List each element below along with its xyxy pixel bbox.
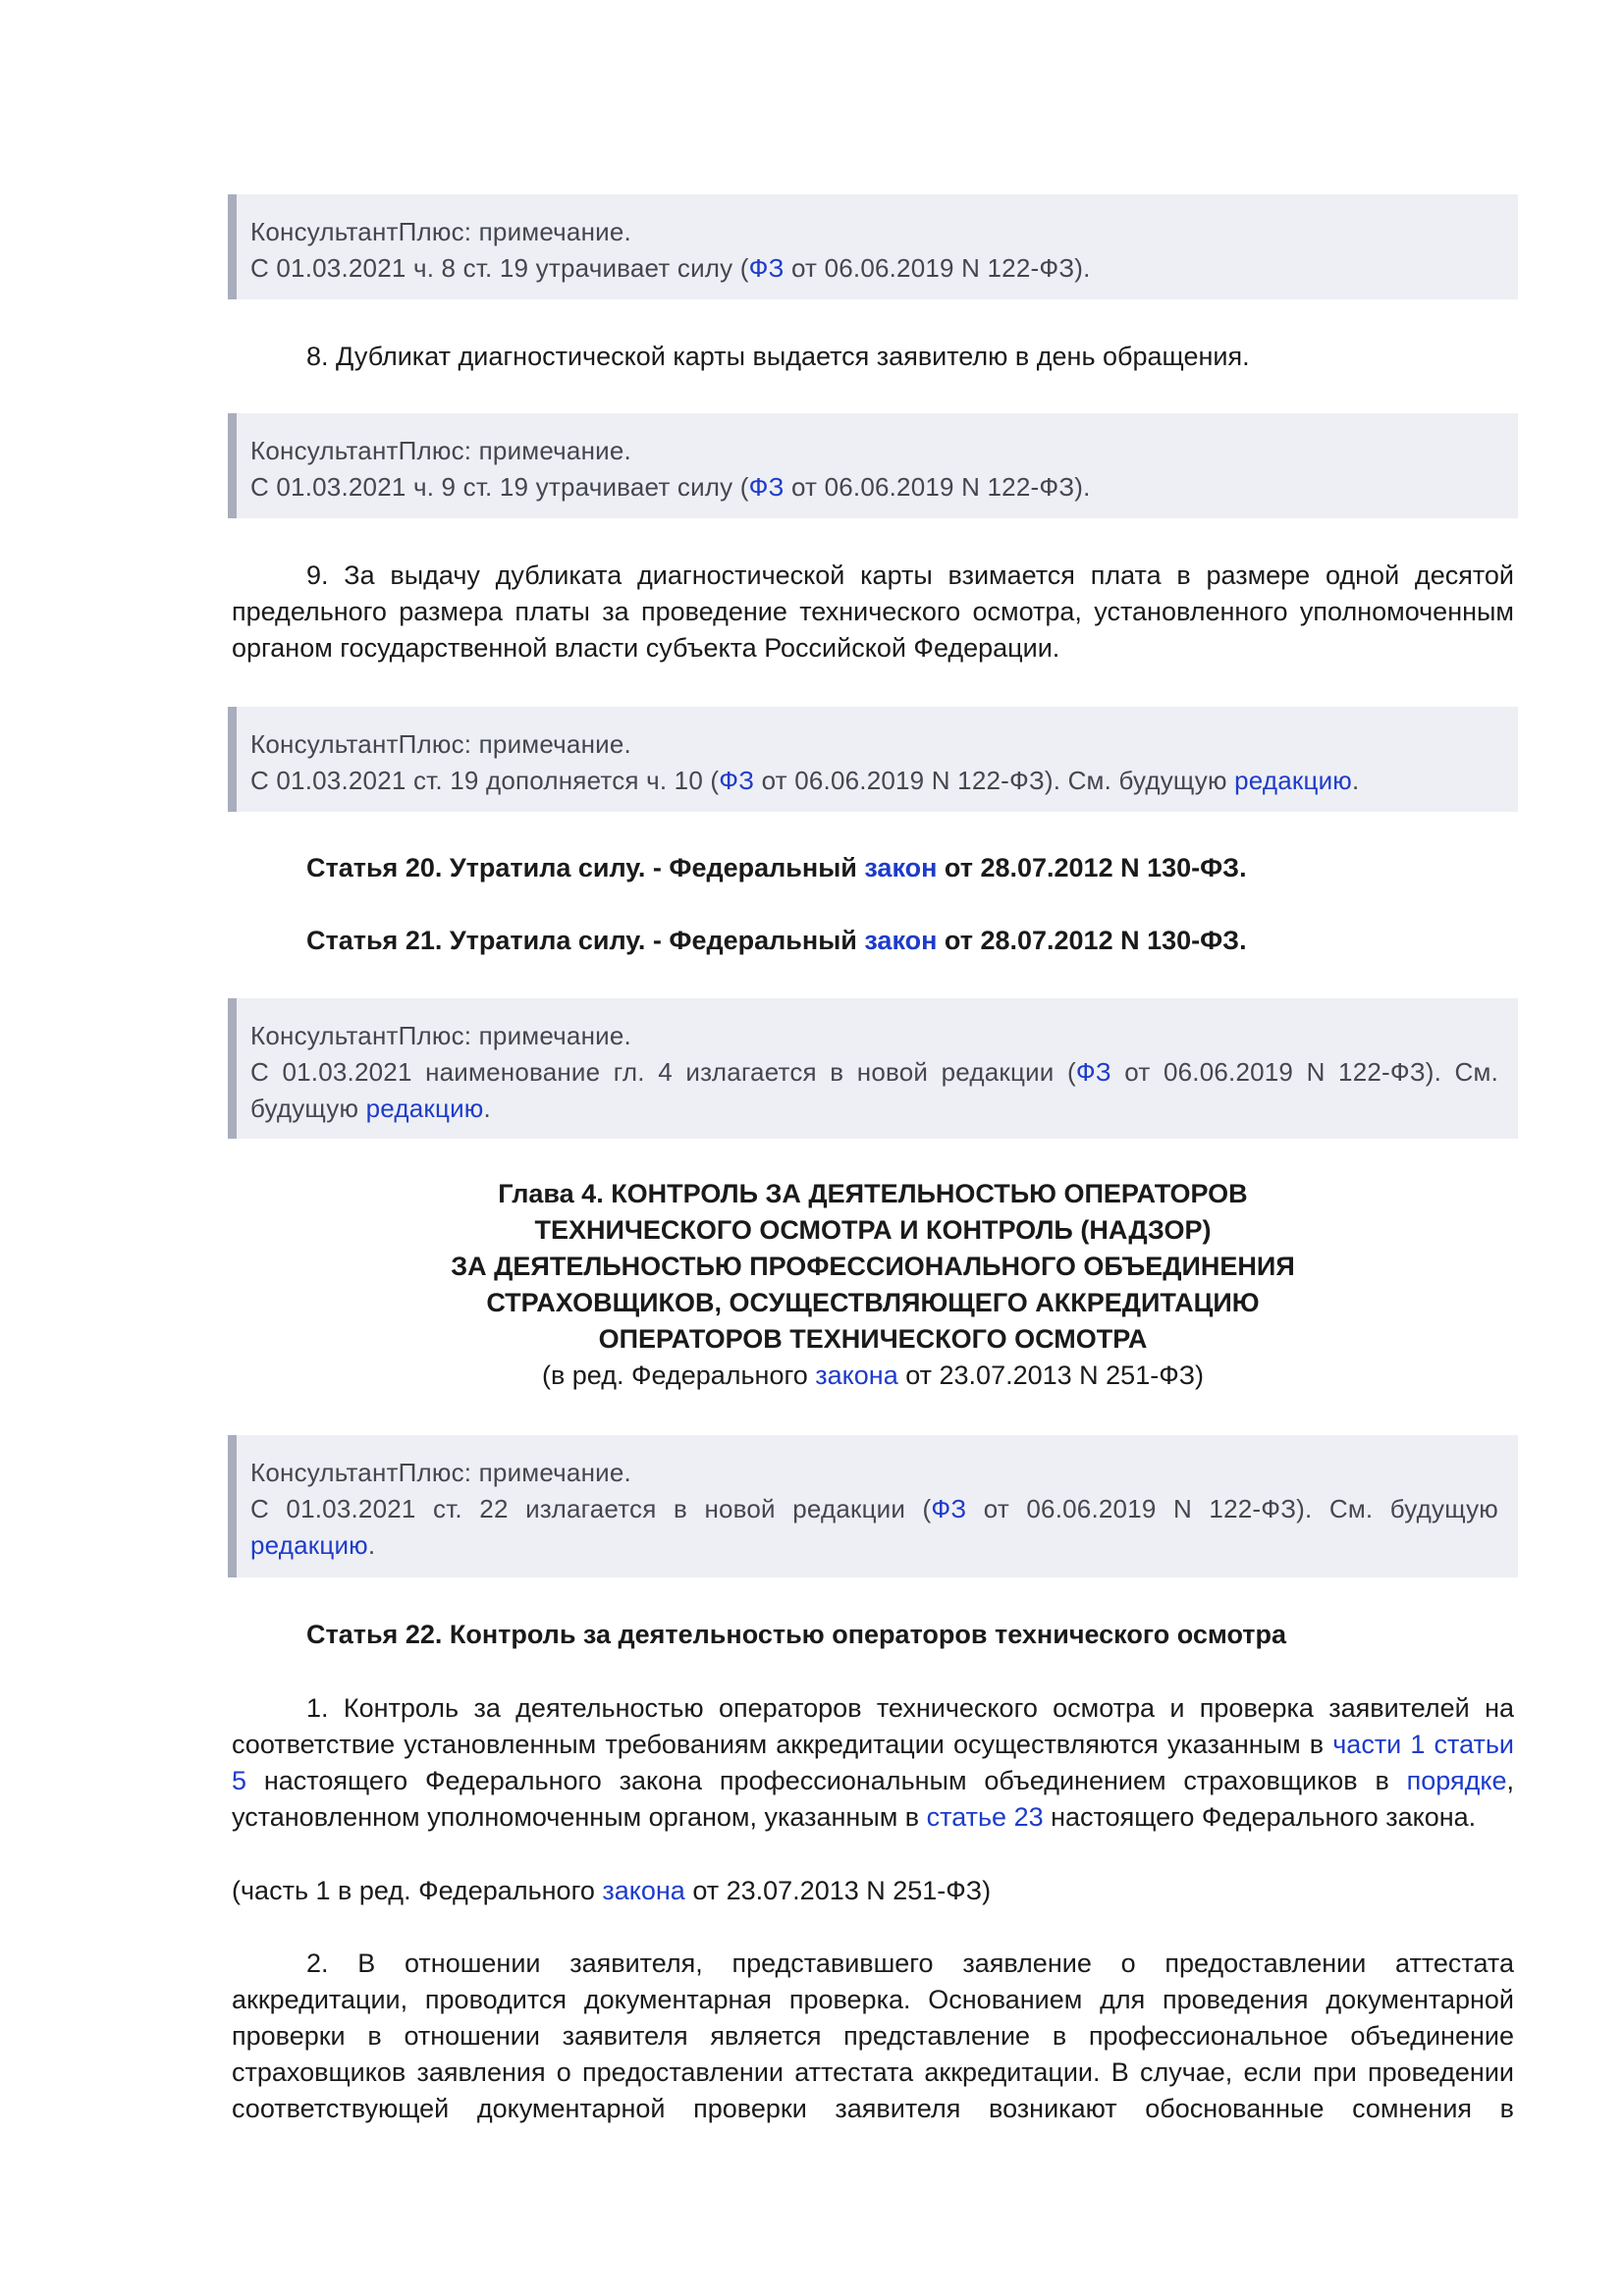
note-text: С 01.03.2021 ч. 9 ст. 19 утрачивает силу (ФЗ от 06.06.2019 N 122-ФЗ). [250, 472, 1091, 502]
note-title: КонсультантПлюс: примечание. [250, 1021, 631, 1050]
consultant-note [228, 413, 1518, 518]
note-text-cont: редакцию. [250, 1530, 376, 1560]
paragraph-8: 8. Дубликат диагностической карты выдается заявителю в день обращения. [306, 342, 1250, 371]
chapter-title-line: ОПЕРАТОРОВ ТЕХНИЧЕСКОГО ОСМОТРА [598, 1324, 1148, 1354]
note-text: С 01.03.2021 ст. 19 дополняется ч. 10 (ФЗ от 06.06.2019 N 122-ФЗ). См. будущую редакцию. [250, 766, 1360, 795]
law-link[interactable]: закона [815, 1361, 898, 1390]
note-text: С 01.03.2021 ч. 8 ст. 19 утрачивает силу (ФЗ от 06.06.2019 N 122-ФЗ). [250, 253, 1091, 283]
article-22-part-2: 2. В отношении заявителя, представившего заявление о предоставлении аттестата аккредитации, проводится документарная проверка. Основанием для проведения документарной проверки в отношении заявителя является представление в профессиональное объединение страховщиков заявления о предоставлении аттестата аккредитации. В случае, если при проведении соответствующей документарной проверки заявителя возникают обоснованные сомнения в [232, 1949, 1514, 2123]
chapter-4-heading [232, 1176, 1514, 1394]
chapter-title-line: ЗА ДЕЯТЕЛЬНОСТЬЮ ПРОФЕССИОНАЛЬНОГО ОБЪЕДИНЕНИЯ [451, 1252, 1295, 1281]
note-title: КонсультантПлюс: примечание. [250, 217, 631, 246]
paragraph-9: 9. За выдачу дубликата диагностической карты взимается плата в размере одной десятой предельного размера платы за проведение технического осмотра, установленного уполномоченным органом государственной власти субъекта Российской Федерации. [232, 561, 1514, 663]
consultant-note [228, 998, 1518, 1139]
chapter-title-line: СТРАХОВЩИКОВ, ОСУЩЕСТВЛЯЮЩЕГО АККРЕДИТАЦИЮ [486, 1288, 1260, 1317]
note-title: КонсультантПлюс: примечание. [250, 729, 631, 759]
article-21-heading: Статья 21. Утратила силу. - Федеральный закон от 28.07.2012 N 130-ФЗ. [306, 926, 1247, 955]
note-title: КонсультантПлюс: примечание. [250, 436, 631, 465]
future-edition-link[interactable]: редакцию [1234, 766, 1352, 795]
chapter-title-line: Глава 4. КОНТРОЛЬ ЗА ДЕЯТЕЛЬНОСТЬЮ ОПЕРАТОРОВ [498, 1179, 1248, 1208]
law-link[interactable]: закона [602, 1876, 685, 1905]
chapter-title-line: ТЕХНИЧЕСКОГО ОСМОТРА И КОНТРОЛЬ (НАДЗОР) [534, 1215, 1212, 1245]
chapter-edition: (в ред. Федерального закона от 23.07.2013 N 251-ФЗ) [541, 1361, 1205, 1390]
note-text-cont: будущую редакцию. [250, 1094, 491, 1123]
law-link[interactable]: закон [864, 926, 938, 955]
consultant-note [228, 707, 1518, 812]
fz-link[interactable]: ФЗ [748, 472, 785, 502]
article-22-part-1: 1. Контроль за деятельностью операторов технического осмотра и проверка заявителей на соответствие установленным требованиям аккредитации осуществляются указанным в части 1 статьи 5 настоящего Федерального закона профессиональным объединением страховщиков в порядке, установленном уполномоченным органом, указанным в статье 23 настоящего Федерального закона. [232, 1693, 1515, 1832]
fz-link[interactable]: ФЗ [719, 766, 755, 795]
future-edition-link[interactable]: редакцию [250, 1530, 368, 1560]
fz-link[interactable]: ФЗ [931, 1494, 967, 1523]
note-text: С 01.03.2021 ст. 22 излагается в новой редакции (ФЗ от 06.06.2019 N 122-ФЗ). См. будущую [250, 1494, 1498, 1523]
part-1-edition-note: (часть 1 в ред. Федерального закона от 23.07.2013 N 251-ФЗ) [232, 1876, 992, 1905]
future-edition-link[interactable]: редакцию [365, 1094, 484, 1123]
article-20-heading: Статья 20. Утратила силу. - Федеральный закон от 28.07.2012 N 130-ФЗ. [306, 853, 1247, 882]
note-title: КонсультантПлюс: примечание. [250, 1458, 631, 1487]
fz-link[interactable]: ФЗ [748, 253, 785, 283]
note-text: С 01.03.2021 наименование гл. 4 излагается в новой редакции (ФЗ от 06.06.2019 N 122-ФЗ). См. [250, 1057, 1499, 1087]
article-5-part-1-link[interactable]: части 1 статьи 5 [232, 1730, 1515, 1795]
law-link[interactable]: закон [864, 853, 938, 882]
procedure-link[interactable]: порядке [1406, 1766, 1507, 1795]
article-22-heading: Статья 22. Контроль за деятельностью операторов технического осмотра [306, 1620, 1287, 1649]
consultant-note [228, 1435, 1518, 1577]
fz-link[interactable]: ФЗ [1075, 1057, 1111, 1087]
consultant-note [228, 194, 1518, 299]
article-23-link[interactable]: статье 23 [926, 1802, 1044, 1832]
